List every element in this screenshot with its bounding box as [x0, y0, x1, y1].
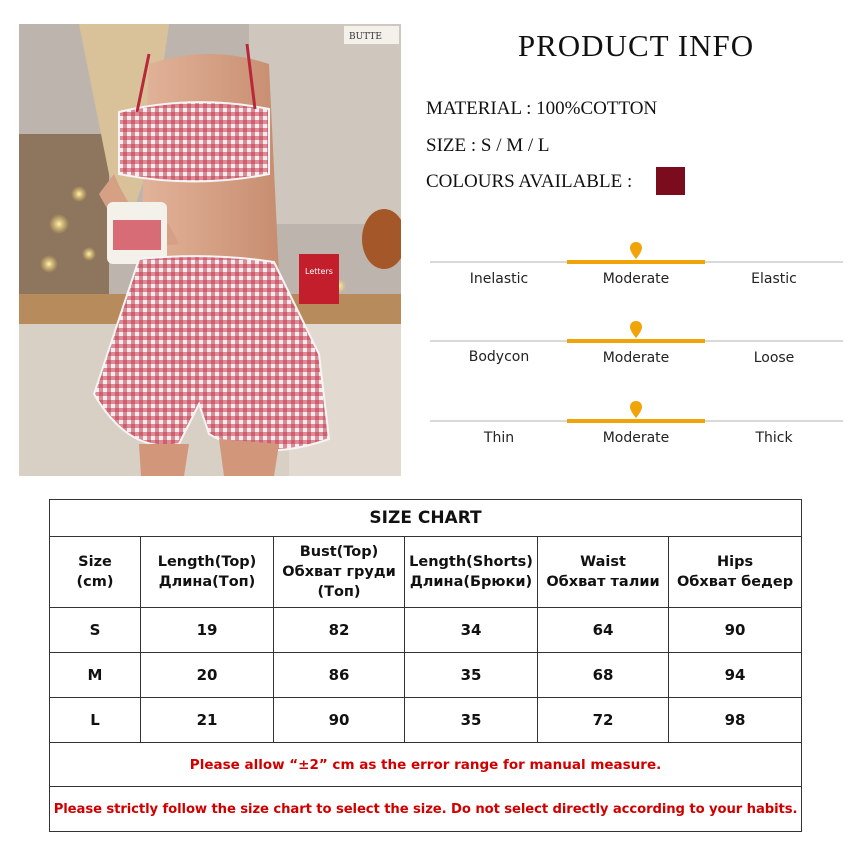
location-pin-icon [629, 242, 643, 260]
location-pin-icon [629, 321, 643, 339]
table-row [50, 698, 802, 743]
cell-length-shorts: 35 [405, 698, 538, 743]
cell-waist: 64 [538, 608, 669, 653]
header-size: Size (cm) [50, 537, 141, 608]
elasticity-scale [430, 240, 843, 310]
table-row [50, 653, 802, 698]
cell-size: S [50, 608, 141, 653]
cell-hips: 94 [669, 653, 802, 698]
size-chart-table [49, 499, 802, 832]
header-length-top: Length(Top) Длина(Топ) [141, 537, 274, 608]
cell-length-top: 20 [141, 653, 274, 698]
measurement-error-note: Please allow “±2” cm as the error range for manual measure. [50, 743, 802, 787]
product-info-title: PRODUCT INFO [517, 28, 755, 63]
cell-size: L [50, 698, 141, 743]
thickness-scale [430, 399, 843, 469]
colours-text: COLOURS AVAILABLE : [426, 171, 633, 192]
size-selection-note: Please strictly follow the size chart to select the size. Do not select directly according to your habits. [50, 787, 802, 832]
fit-scale [430, 319, 843, 389]
cell-waist: 68 [538, 653, 669, 698]
colour-swatch[interactable] [656, 167, 685, 195]
table-row [50, 608, 802, 653]
shelf-sign-label: BUTTE [349, 32, 382, 42]
cell-length-shorts: 35 [405, 653, 538, 698]
scale-label-right: Thick [755, 430, 793, 446]
cell-hips: 90 [669, 608, 802, 653]
scale-label-middle: Moderate [602, 350, 670, 366]
cell-bust: 82 [274, 608, 405, 653]
scale-selected-bar [567, 419, 705, 423]
scale-selected-bar [567, 260, 705, 264]
scale-label-middle: Moderate [602, 430, 670, 446]
location-pin-icon [629, 401, 643, 419]
size-chart-title: SIZE CHART [50, 500, 802, 537]
material-text: MATERIAL : 100%COTTON [426, 98, 658, 119]
size-advice-row [50, 787, 802, 832]
size-text: SIZE : S / M / L [426, 135, 550, 156]
product-photo [19, 24, 401, 476]
scale-label-right: Loose [753, 350, 795, 366]
cell-bust: 90 [274, 698, 405, 743]
cell-length-top: 21 [141, 698, 274, 743]
scale-selected-bar [567, 339, 705, 343]
cell-bust: 86 [274, 653, 405, 698]
cell-waist: 72 [538, 698, 669, 743]
scale-label-right: Elastic [751, 271, 797, 287]
measurement-note-row [50, 743, 802, 787]
cell-size: M [50, 653, 141, 698]
scale-label-middle: Moderate [602, 271, 670, 287]
scale-label-left: Inelastic [469, 271, 529, 287]
cell-hips: 98 [669, 698, 802, 743]
table-header-row [50, 537, 802, 608]
scale-label-left: Bodycon [468, 349, 530, 365]
header-hips: Hips Обхват бедер [669, 537, 802, 608]
header-length-shorts: Length(Shorts) Длина(Брюки) [405, 537, 538, 608]
scale-label-left: Thin [483, 430, 515, 446]
header-waist: Waist Обхват талии [538, 537, 669, 608]
cell-length-shorts: 34 [405, 608, 538, 653]
header-bust-top: Bust(Top) Обхват груди (Топ) [274, 537, 405, 608]
cell-length-top: 19 [141, 608, 274, 653]
bag-label: Letters [305, 267, 333, 276]
product-photo-illustration [19, 24, 401, 476]
